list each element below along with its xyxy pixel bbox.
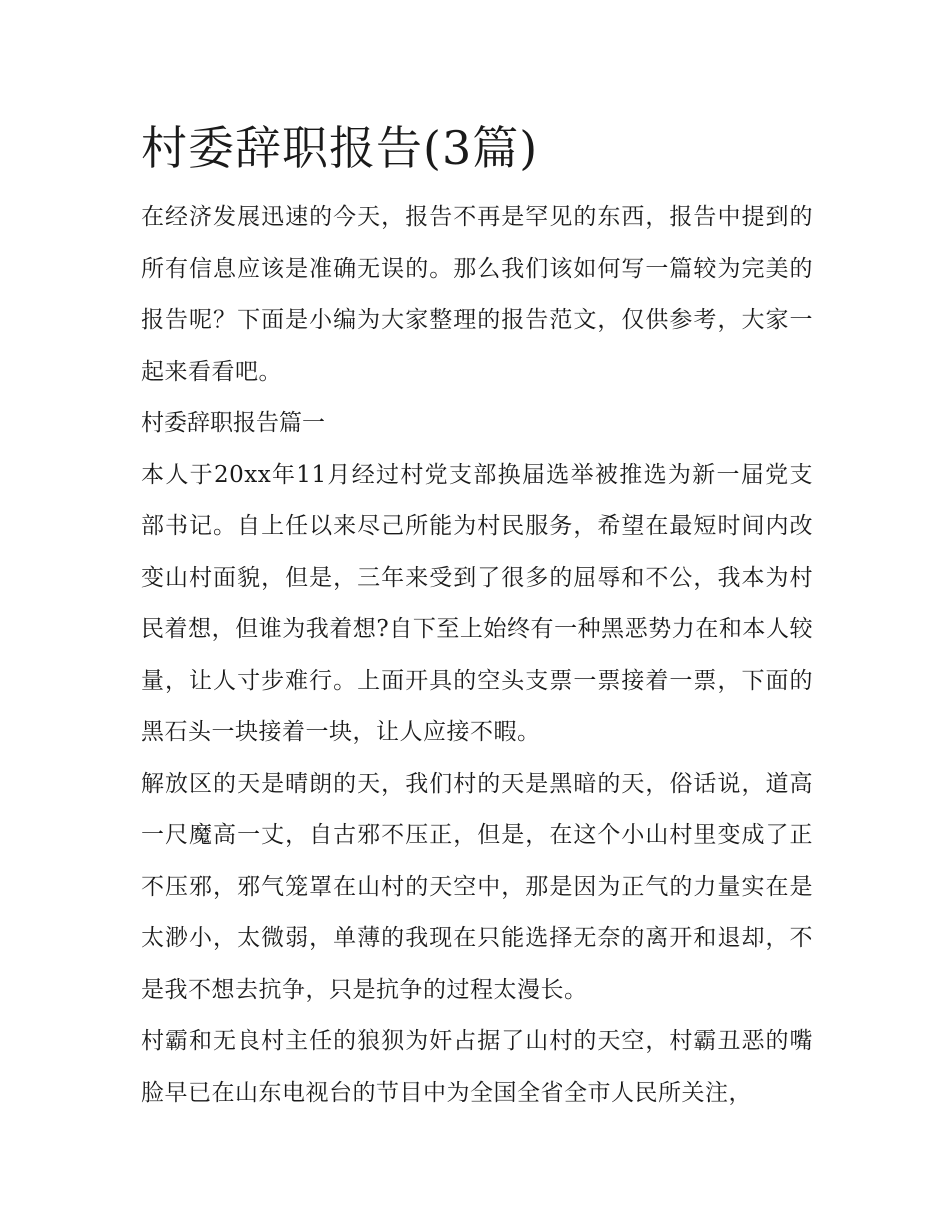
- body-paragraph-2: 解放区的天是晴朗的天，我们村的天是黑暗的天，俗话说，道高一尺魔高一丈，自古邪不压正，但是，在这个小山村里变成了正不压邪，邪气笼罩在山村的天空中，那是因为正气的力量实在是太渺小，太微弱，单薄的我现在只能选择无奈的离开和退却，不是我不想去抗争，只是抗争的过程太漫长。: [141, 770, 813, 1003]
- section-heading: 村委辞职报告篇一: [141, 410, 325, 436]
- document-title: 村委辞职报告(3篇): [141, 121, 539, 175]
- body-paragraph-3: 村霸和无良村主任的狼狈为奸占据了山村的天空，村霸丑恶的嘴脸早已在山东电视台的节目中为全国全省全市人民所关注，: [141, 1028, 813, 1106]
- body-paragraph-1: 本人于20xx年11月经过村党支部换届选举被推选为新一届党支部书记。自上任以来尽己所能为村民服务，希望在最短时间内改变山村面貌，但是，三年来受到了很多的屈辱和不公，我本为村民着想，但谁为我着想?自下至上始终有一种黑恶势力在和本人较量，让人寸步难行。上面开具的空头支票一票接着一票，下面的黑石头一块接着一块，让人应接不暇。: [141, 461, 813, 745]
- document-page: [141, 112, 813, 1119]
- intro-paragraph: 在经济发展迅速的今天，报告不再是罕见的东西，报告中提到的所有信息应该是准确无误的。那么我们该如何写一篇较为完美的报告呢？下面是小编为大家整理的报告范文，仅供参考，大家一起来看看吧。: [141, 204, 813, 385]
